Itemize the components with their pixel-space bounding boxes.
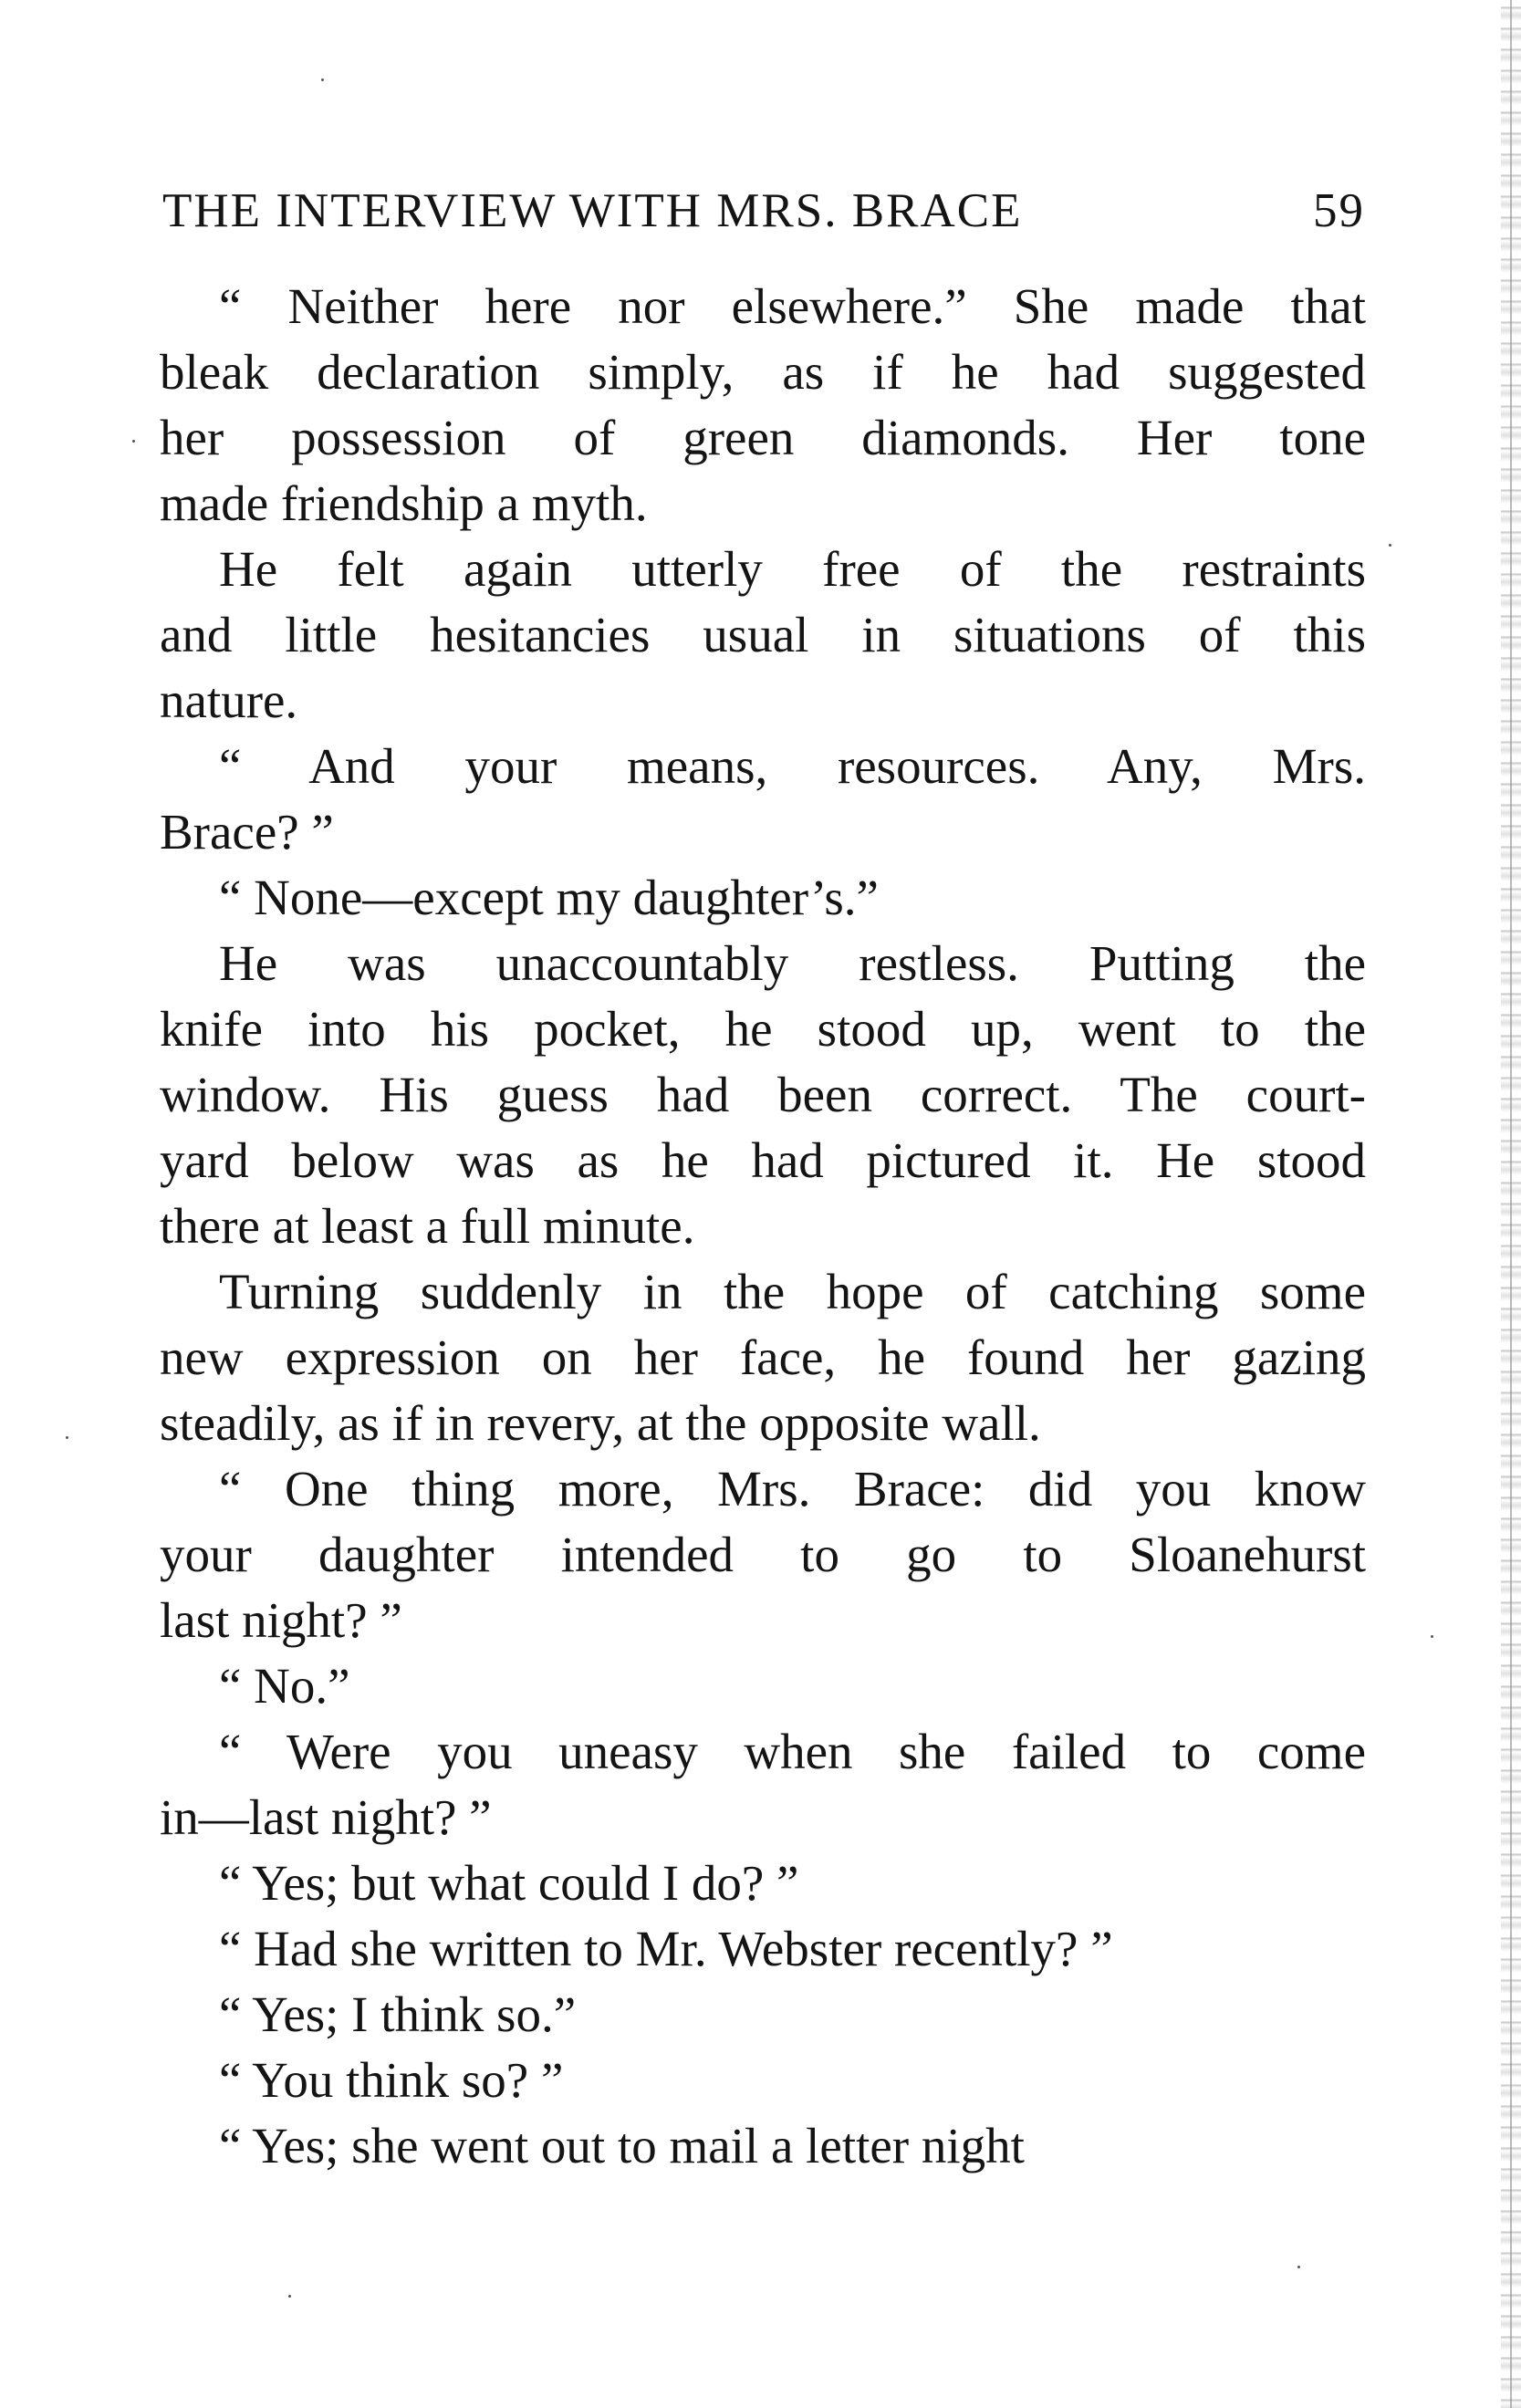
paragraph bbox=[160, 1653, 1366, 1719]
paper-speck bbox=[1389, 544, 1391, 547]
text-line: and little hesitancies usual in situations of this bbox=[160, 607, 1366, 662]
text-line: Brace? ” bbox=[160, 804, 334, 860]
text-line: “ And your means, resources. Any, Mrs. bbox=[219, 738, 1366, 794]
text-line: yard below was as he had pictured it. He stood bbox=[160, 1132, 1366, 1188]
running-head bbox=[162, 179, 1365, 243]
text-line: “ Yes; but what could I do? ” bbox=[219, 1855, 799, 1911]
text-line: He felt again utterly free of the restraints bbox=[219, 541, 1366, 597]
paragraph bbox=[160, 537, 1366, 734]
text-line: window. His guess had been correct. The court- bbox=[160, 1067, 1366, 1122]
text-line: “ None—except my daughter’s.” bbox=[219, 870, 879, 925]
text-line: in—last night? ” bbox=[160, 1789, 492, 1845]
paragraph bbox=[160, 1982, 1366, 2048]
text-line: “ Yes; she went out to mail a letter night bbox=[219, 2118, 1025, 2173]
text-line: “ One thing more, Mrs. Brace: did you know bbox=[219, 1461, 1366, 1517]
paragraph bbox=[160, 1719, 1366, 1850]
text-line: made friendship a myth. bbox=[160, 475, 648, 531]
text-line: He was unaccountably restless. Putting the bbox=[219, 935, 1366, 991]
paragraph bbox=[160, 865, 1366, 931]
paragraph bbox=[160, 1916, 1366, 1982]
paper-speck bbox=[288, 2295, 291, 2298]
running-title: THE INTERVIEW WITH MRS. BRACE bbox=[162, 184, 1023, 237]
text-line: last night? ” bbox=[160, 1592, 402, 1648]
paragraph bbox=[160, 734, 1366, 865]
text-line: “ Yes; I think so.” bbox=[219, 1986, 577, 2042]
paragraph bbox=[160, 274, 1366, 537]
text-line: her possession of green diamonds. Her tone bbox=[160, 410, 1366, 465]
paragraph bbox=[160, 1456, 1366, 1653]
text-line: new expression on her face, he found her gazing bbox=[160, 1329, 1366, 1385]
page-number: 59 bbox=[1313, 184, 1365, 237]
paper-speck bbox=[132, 440, 135, 443]
text-line: bleak declaration simply, as if he had suggested bbox=[160, 344, 1366, 400]
text-line: steadily, as if in revery, at the opposite wall. bbox=[160, 1395, 1041, 1451]
text-line: Turning suddenly in the hope of catching some bbox=[219, 1264, 1366, 1319]
paragraph bbox=[160, 931, 1366, 1259]
body-text bbox=[160, 274, 1366, 2179]
paper-speck bbox=[1297, 2266, 1300, 2268]
text-line: “ Were you uneasy when she failed to come bbox=[219, 1724, 1366, 1779]
paragraph bbox=[160, 2113, 1366, 2179]
paragraph bbox=[160, 1850, 1366, 1916]
text-line: nature. bbox=[160, 672, 298, 728]
text-line: “ Neither here nor elsewhere.” She made that bbox=[219, 278, 1366, 334]
text-line: “ No.” bbox=[219, 1658, 350, 1714]
text-line: your daughter intended to go to Sloanehurst bbox=[160, 1527, 1366, 1582]
text-line: knife into his pocket, he stood up, went to the bbox=[160, 1001, 1366, 1057]
paper-speck bbox=[321, 78, 324, 81]
paper-speck bbox=[1431, 1635, 1433, 1638]
paper-speck bbox=[66, 1436, 68, 1439]
page-edge-line bbox=[1510, 0, 1512, 2408]
text-line: there at least a full minute. bbox=[160, 1198, 695, 1254]
text-line: “ Had she written to Mr. Webster recently? ” bbox=[219, 1921, 1113, 1976]
paragraph bbox=[160, 1259, 1366, 1456]
paragraph bbox=[160, 2048, 1366, 2113]
text-line: “ You think so? ” bbox=[219, 2052, 564, 2108]
